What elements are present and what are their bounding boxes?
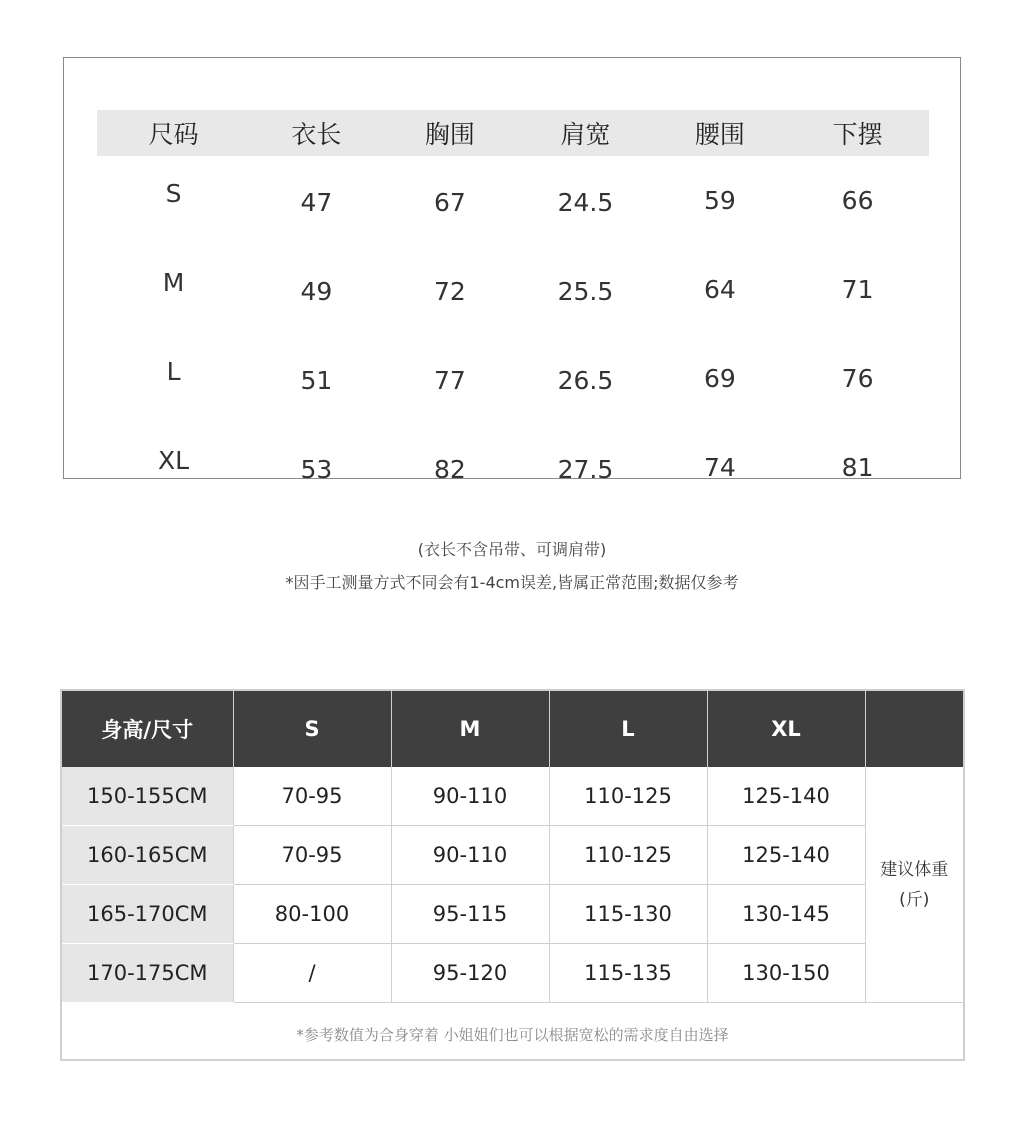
weight-l-cell: 115-130	[549, 885, 707, 944]
shoulder-cell: 24.5	[557, 188, 614, 217]
header-l: L	[549, 691, 707, 767]
weight-recommendation-table	[62, 691, 963, 1003]
weight-s-cell: 70-95	[233, 767, 391, 826]
shoulder-cell: 26.5	[557, 366, 614, 395]
table-row	[97, 423, 929, 512]
hem-cell: 81	[841, 453, 874, 482]
header-length: 衣长	[250, 110, 382, 156]
header-height-size: 身高/尺寸	[62, 691, 233, 767]
height-cell: 150-155CM	[62, 767, 233, 826]
length-cell: 53	[300, 455, 333, 484]
header-waist: 腰围	[654, 110, 786, 156]
suggested-weight-label: 建议体重	[880, 859, 949, 880]
measurement-error-note: *因手工测量方式不同会有1-4cm误差,皆属正常范围;数据仅参考	[285, 573, 739, 592]
header-blank	[865, 691, 963, 767]
size-cell: L	[166, 357, 181, 386]
table-row	[97, 156, 929, 245]
header-xl: XL	[707, 691, 865, 767]
table-row	[62, 767, 963, 826]
bust-cell: 82	[433, 455, 466, 484]
hem-cell: 76	[841, 364, 874, 393]
weight-xl-cell: 125-140	[707, 826, 865, 885]
weight-l-cell: 110-125	[549, 767, 707, 826]
hem-cell: 66	[841, 186, 874, 215]
height-cell: 165-170CM	[62, 885, 233, 944]
height-cell: 170-175CM	[62, 944, 233, 1003]
size-cell: M	[162, 268, 185, 297]
size-cell: XL	[158, 446, 190, 475]
shoulder-cell: 25.5	[557, 277, 614, 306]
size-cell: S	[165, 179, 182, 208]
table-row	[97, 245, 929, 334]
weight-xl-cell: 130-150	[707, 944, 865, 1003]
size-measurement-table	[97, 110, 929, 512]
header-m: M	[391, 691, 549, 767]
weight-s-cell: /	[233, 944, 391, 1003]
table-row	[62, 944, 963, 1003]
height-cell: 160-165CM	[62, 826, 233, 885]
weight-m-cell: 90-110	[391, 826, 549, 885]
length-cell: 51	[300, 366, 333, 395]
waist-cell: 59	[704, 186, 736, 215]
weight-xl-cell: 130-145	[707, 885, 865, 944]
length-cell: 47	[300, 188, 333, 217]
header-shoulder: 肩宽	[517, 110, 654, 156]
weight-m-cell: 95-120	[391, 944, 549, 1003]
weight-s-cell: 80-100	[233, 885, 391, 944]
waist-cell: 64	[704, 275, 736, 304]
weight-l-cell: 115-135	[549, 944, 707, 1003]
weight-xl-cell: 125-140	[707, 767, 865, 826]
weight-s-cell: 70-95	[233, 826, 391, 885]
weight-unit-label: (斤)	[899, 889, 930, 910]
bust-cell: 67	[433, 188, 466, 217]
waist-cell: 74	[704, 453, 736, 482]
header-size: 尺码	[97, 110, 250, 156]
hem-cell: 71	[841, 275, 874, 304]
size-measurement-panel	[63, 57, 961, 484]
table-row	[62, 885, 963, 944]
weight-m-cell: 95-115	[391, 885, 549, 944]
waist-cell: 69	[704, 364, 736, 393]
weight-recommendation-panel	[60, 689, 965, 1061]
bust-cell: 77	[433, 366, 466, 395]
header-hem: 下摆	[786, 110, 929, 156]
header-s: S	[233, 691, 391, 767]
table-row	[62, 826, 963, 885]
length-cell: 49	[300, 277, 333, 306]
suggested-weight-label-cell	[865, 767, 963, 1003]
shoulder-cell: 27.5	[557, 455, 614, 484]
weight-l-cell: 110-125	[549, 826, 707, 885]
weight-header-row	[62, 691, 963, 767]
length-note: (衣长不含吊带、可调肩带)	[417, 540, 607, 559]
reference-footnote: *参考数值为合身穿着 小姐姐们也可以根据宽松的需求度自由选择	[296, 1026, 729, 1044]
measurement-header-row	[97, 110, 929, 156]
table-row	[97, 334, 929, 423]
weight-m-cell: 90-110	[391, 767, 549, 826]
header-bust: 胸围	[383, 110, 518, 156]
bust-cell: 72	[433, 277, 466, 306]
